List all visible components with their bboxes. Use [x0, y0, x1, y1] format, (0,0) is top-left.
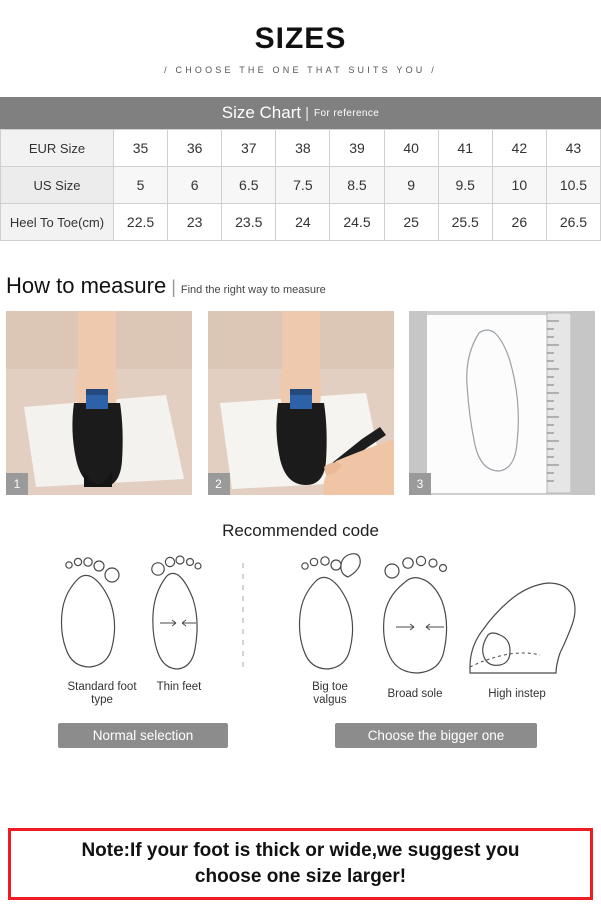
page-subtitle: / CHOOSE THE ONE THAT SUITS YOU /	[164, 65, 437, 75]
cell-us-5: 9	[384, 167, 438, 204]
cell-htt-8: 26.5	[546, 204, 600, 241]
size-chart-header	[0, 97, 601, 129]
cell-eur-1: 36	[168, 130, 222, 167]
row-label-heel-to-toe: Heel To Toe(cm)	[1, 204, 114, 241]
size-chart-table	[0, 129, 601, 241]
cell-eur-5: 40	[384, 130, 438, 167]
cell-eur-0: 35	[114, 130, 168, 167]
step-badge-1: 1	[6, 473, 28, 495]
cell-eur-2: 37	[222, 130, 276, 167]
cell-htt-5: 25	[384, 204, 438, 241]
cell-eur-6: 41	[438, 130, 492, 167]
choose-bigger-one-button[interactable]: Choose the bigger one	[335, 723, 537, 748]
cell-us-8: 10.5	[546, 167, 600, 204]
foot-outline-diagram	[0, 551, 601, 691]
note-line-2: choose one size larger!	[194, 866, 407, 887]
measure-photo-3	[409, 311, 595, 495]
cell-us-3: 7.5	[276, 167, 330, 204]
label-thin-feet: Thin feet	[156, 681, 202, 693]
measure-photo-2	[208, 311, 394, 495]
step-badge-2: 2	[208, 473, 230, 495]
row-label-us: US Size	[1, 167, 114, 204]
size-chart-header-divider: |	[305, 104, 310, 122]
how-to-measure-title: How to measure	[6, 273, 167, 298]
cell-htt-2: 23.5	[222, 204, 276, 241]
cell-us-2: 6.5	[222, 167, 276, 204]
cell-htt-1: 23	[168, 204, 222, 241]
cell-eur-4: 39	[330, 130, 384, 167]
how-to-measure-subtitle: Find the right way to measure	[180, 284, 326, 296]
label-broad-sole: Broad sole	[387, 688, 443, 700]
table-row	[1, 167, 601, 204]
size-chart-header-subtitle: For reference	[314, 107, 380, 119]
note-box	[8, 828, 593, 900]
row-label-eur: EUR Size	[1, 130, 114, 167]
cell-htt-3: 24	[276, 204, 330, 241]
note-line-1: Note:If your foot is thick or wide,we suggest you	[81, 840, 520, 861]
table-row	[1, 204, 601, 241]
foot-on-paper-illustration	[6, 311, 192, 495]
cell-us-7: 10	[492, 167, 546, 204]
foot-type-labels	[0, 681, 601, 721]
cell-htt-6: 25.5	[438, 204, 492, 241]
cell-us-1: 6	[168, 167, 222, 204]
cell-us-0: 5	[114, 167, 168, 204]
label-high-instep: High instep	[488, 688, 546, 700]
cell-eur-7: 42	[492, 130, 546, 167]
cell-htt-0: 22.5	[114, 204, 168, 241]
measure-photo-1	[6, 311, 192, 495]
page-title: SIZES	[254, 22, 347, 55]
recommended-title: Recommended code	[222, 521, 379, 540]
cell-htt-7: 26	[492, 204, 546, 241]
cell-htt-4: 24.5	[330, 204, 384, 241]
label-big-toe-valgus: Big toe valgus	[312, 681, 348, 706]
label-standard-foot: Standard foot type	[67, 681, 137, 706]
size-chart-header-title: Size Chart	[221, 103, 302, 122]
size-chart-section	[0, 97, 601, 241]
page-header	[0, 0, 601, 75]
normal-selection-button[interactable]: Normal selection	[58, 723, 228, 748]
cell-eur-3: 38	[276, 130, 330, 167]
table-row	[1, 130, 601, 167]
how-to-measure-heading	[0, 273, 601, 299]
cell-us-6: 9.5	[438, 167, 492, 204]
cell-eur-8: 43	[546, 130, 600, 167]
measure-photo-row	[0, 311, 601, 495]
how-to-measure-divider: |	[171, 277, 176, 297]
step-badge-3: 3	[409, 473, 431, 495]
tracing-foot-illustration	[208, 311, 394, 495]
ruler-measure-illustration	[409, 311, 595, 495]
foot-types-illustrations	[0, 551, 601, 741]
cell-us-4: 8.5	[330, 167, 384, 204]
